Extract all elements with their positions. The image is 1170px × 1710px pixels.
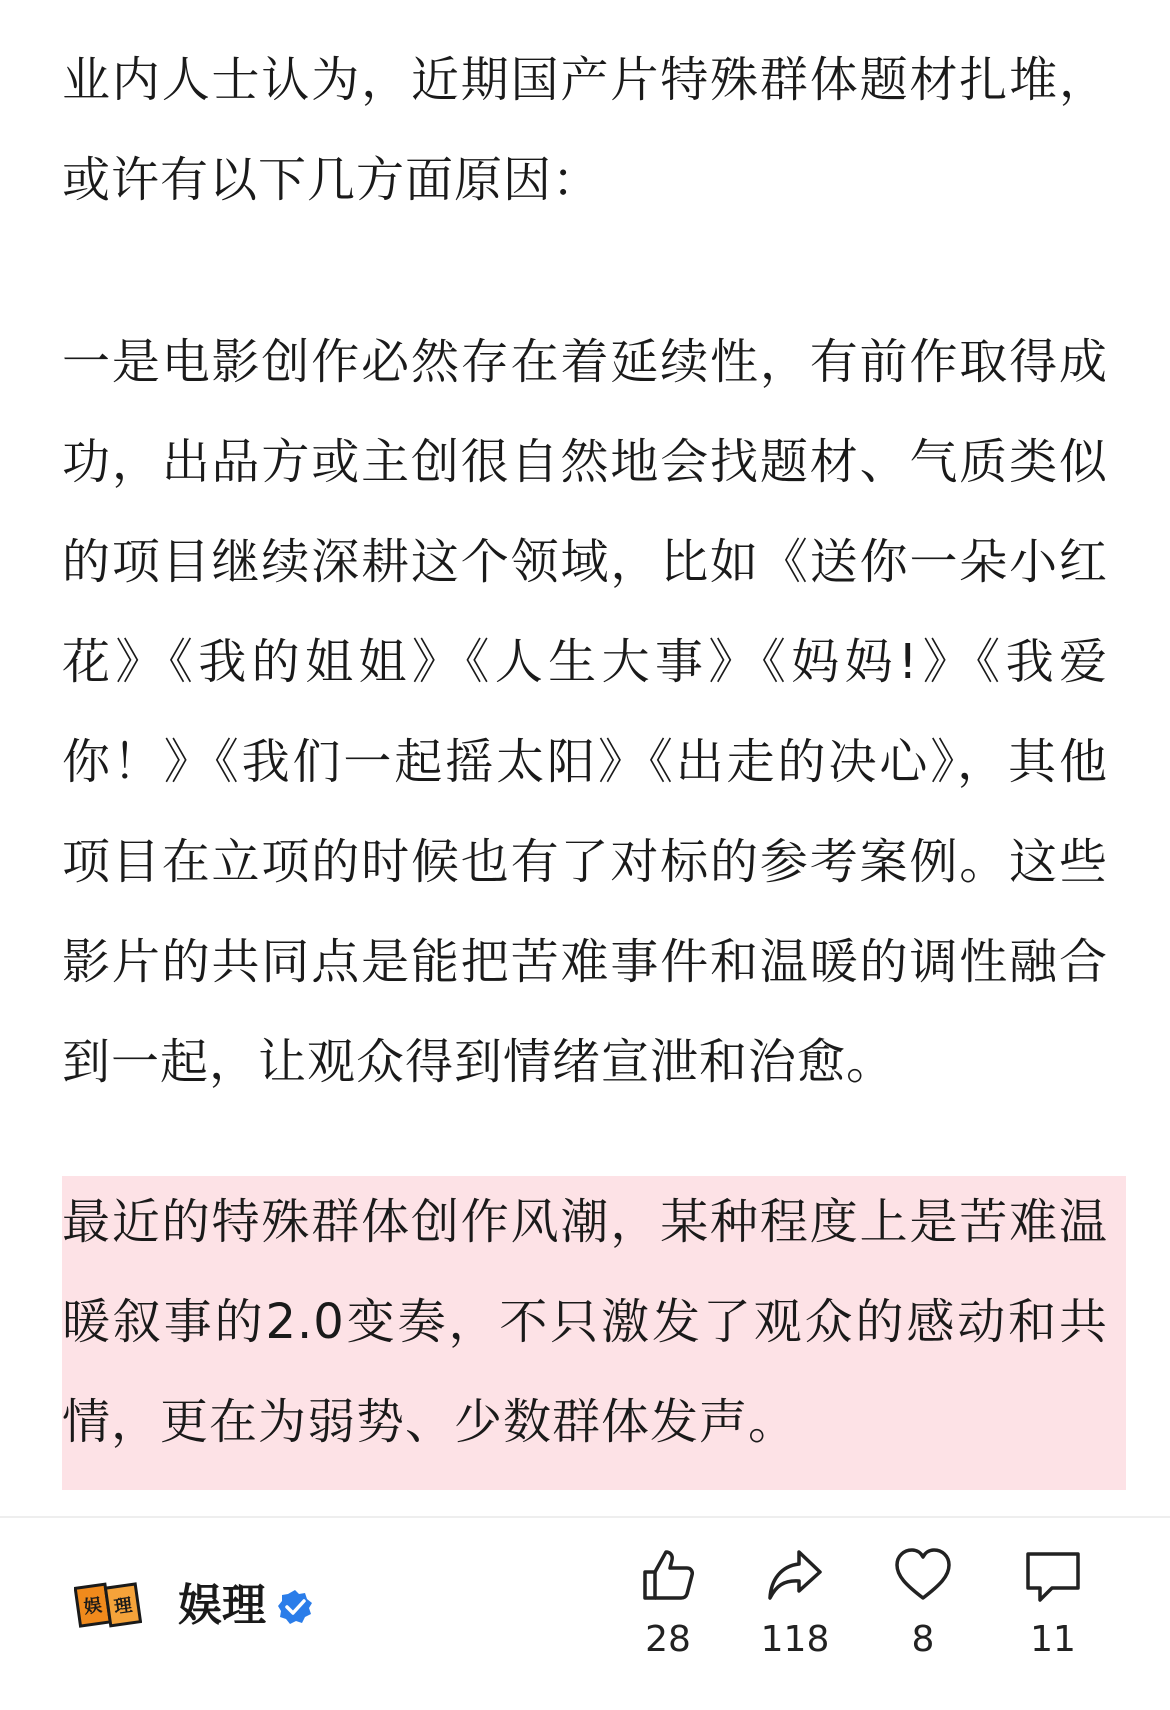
author-name[interactable]: 娱理: [178, 1580, 266, 1631]
yuli-logo-icon[interactable]: [74, 1572, 142, 1640]
share-count: 118: [760, 1619, 830, 1660]
highlight-text: 最近的特殊群体创作风潮，某种程度上是苦难温暖叙事的2.0变奏，不只激发了观众的感动和共情，更在为弱势、少数群体发声。: [62, 1194, 1108, 1450]
article-paragraph: 一是电影创作必然存在着延续性，有前作取得成功，出品方或主创很自然地会找题材、气质类似的项目继续深耕这个领域，比如《送你一朵小红花》《我的姐姐》《人生大事》《妈妈!》《我爱你！》《我们一起摇太阳》《出走的决心》，其他项目在立项的时候也有了对标的参考案例。这些影片的共同点是能把苦难事件和温暖的调性融合到一起，让观众得到情绪宣泄和治愈。: [62, 334, 1108, 1090]
comment-count: 11: [1030, 1619, 1076, 1660]
svg-text:娱: 娱: [82, 1594, 104, 1619]
like-count: 28: [645, 1619, 691, 1660]
favorite-count: 8: [911, 1619, 935, 1660]
share-arrow-icon: [764, 1544, 826, 1606]
article-paragraph: 业内人士认为，近期国产片特殊群体题材扎堆，或许有以下几方面原因：: [62, 52, 1108, 208]
share-button[interactable]: [745, 1544, 845, 1684]
svg-text:理: 理: [112, 1594, 134, 1619]
heart-icon: [892, 1544, 954, 1606]
favorite-button[interactable]: [873, 1544, 973, 1684]
comment-button[interactable]: [1003, 1544, 1103, 1684]
like-button[interactable]: [618, 1544, 718, 1684]
thumbs-up-icon: [637, 1544, 699, 1606]
highlight-block: [62, 1176, 1126, 1490]
footer-bar: [0, 1518, 1170, 1710]
verified-badge-icon: [276, 1588, 314, 1626]
comment-bubble-icon: [1022, 1544, 1084, 1606]
